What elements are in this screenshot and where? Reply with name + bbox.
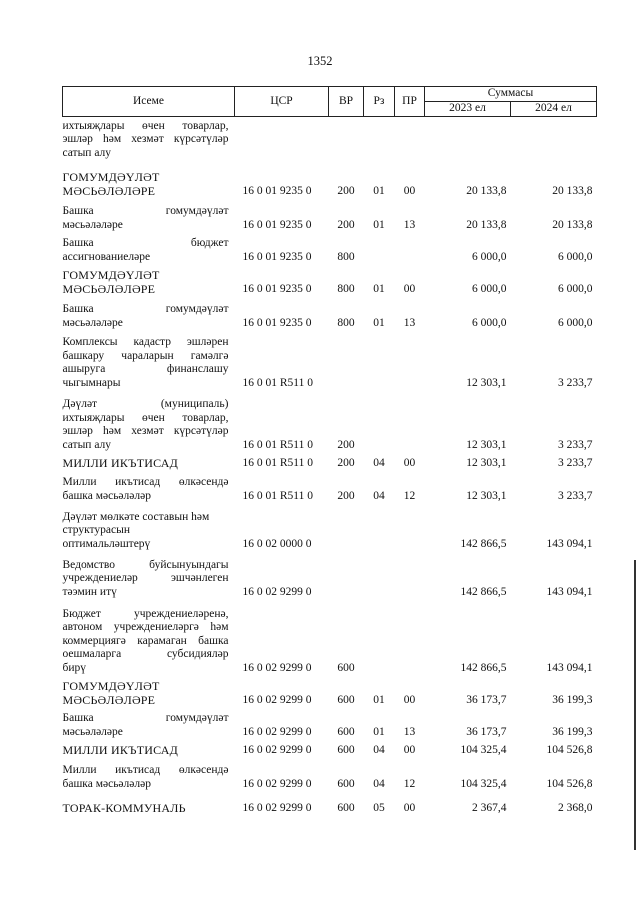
row-sum-2023: 142 866,5	[460, 585, 507, 598]
row-name	[63, 470, 235, 503]
row-name-line: Башка бюджет	[62, 237, 229, 249]
row-pr: 00	[403, 743, 416, 756]
header-sums: Суммасы	[425, 87, 597, 102]
row-sum-2024: 143 094,1	[546, 661, 593, 674]
row-name	[63, 551, 235, 599]
row-csr: 16 0 01 R511 0	[242, 376, 313, 389]
row-sum-2024: 3 233,7	[558, 438, 593, 451]
row-vr	[329, 503, 364, 551]
row-sum-2023: 12 303,1	[466, 376, 507, 389]
table-row	[63, 390, 597, 452]
table-row	[63, 791, 597, 815]
row-sum-2024: 20 133,8	[552, 218, 593, 231]
table-row	[63, 452, 597, 470]
row-name-line: башка мәсьәләләр	[62, 777, 151, 790]
row-vr: 200	[337, 218, 355, 231]
row-sum-2023: 20 133,8	[466, 184, 507, 197]
row-rz	[364, 551, 395, 599]
row-vr: 200	[337, 456, 355, 469]
table-row	[63, 757, 597, 791]
row-name	[63, 198, 235, 232]
row-csr: 16 0 01 9235 0	[242, 282, 312, 295]
row-sum-2023: 36 173,7	[466, 725, 507, 738]
row-vr: 800	[337, 316, 355, 329]
row-name-line: ихтыяҗлары өчен товарлар,	[62, 119, 229, 132]
row-csr: 16 0 02 9299 0	[242, 725, 312, 738]
row-pr: 00	[403, 184, 416, 197]
row-name	[63, 296, 235, 330]
row-pr	[395, 330, 425, 390]
row-name-line: структурасын	[62, 524, 131, 536]
row-sum-2024: 104 526,8	[546, 777, 593, 790]
row-sum-2024: 3 233,7	[558, 376, 593, 389]
header-vr: ВР	[329, 87, 364, 117]
row-sum-2024: 3 233,7	[558, 489, 593, 502]
table-row	[63, 116, 597, 160]
table-row	[63, 264, 597, 296]
row-name	[63, 599, 235, 675]
row-sum-2024: 6 000,0	[558, 316, 593, 329]
row-pr: 00	[403, 693, 416, 706]
row-name-line: сатып алу	[62, 146, 112, 159]
row-name-line: Ведомство буйсынуындагы	[62, 558, 229, 571]
row-name-line: Дәүләт мөлкәте составын һәм	[62, 510, 210, 523]
row-name	[63, 452, 235, 470]
row-rz: 01	[373, 184, 385, 197]
row-rz: 04	[373, 456, 385, 469]
header-year-2023: 2023 ел	[425, 102, 511, 117]
row-rz	[364, 116, 395, 160]
table-row	[63, 330, 597, 390]
row-pr: 13	[403, 218, 416, 231]
row-name-line: Башка гомумдәүләт	[62, 303, 229, 315]
row-name	[63, 791, 235, 815]
row-name	[63, 503, 235, 551]
row-sum-2023: 12 303,1	[466, 438, 507, 451]
row-pr	[395, 551, 425, 599]
row-name	[63, 390, 235, 452]
row-sum-2024: 6 000,0	[558, 282, 593, 295]
header-rz: Рз	[364, 87, 395, 117]
row-name-line: Комплексы кадастр эшләрен	[62, 336, 229, 348]
row-vr: 600	[337, 725, 355, 738]
row-rz	[364, 503, 395, 551]
row-sum-2024: 6 000,0	[558, 250, 593, 263]
row-name-line: ихтыяҗлары өчен товарлар,	[62, 411, 229, 424]
row-name-line: чыгымнары	[62, 376, 121, 389]
row-vr	[329, 551, 364, 599]
row-pr: 13	[403, 316, 416, 329]
row-sum-2024: 36 199,3	[552, 725, 593, 738]
row-sum-2023	[425, 116, 511, 160]
row-sum-2024: 143 094,1	[546, 537, 593, 550]
row-rz: 01	[373, 218, 385, 231]
row-rz: 01	[373, 725, 385, 738]
row-csr: 16 0 02 9299 0	[242, 661, 312, 674]
row-csr: 16 0 01 9235 0	[242, 316, 312, 329]
table-row	[63, 296, 597, 330]
row-name	[63, 330, 235, 390]
row-name-line: эшләр һәм хезмәт күрсәтүләр	[62, 133, 229, 145]
row-csr: 16 0 02 9299 0	[242, 743, 312, 756]
row-name-line: учреждениеләр эшчәнлеген	[62, 572, 229, 584]
row-csr: 16 0 02 9299 0	[242, 777, 312, 790]
row-sum-2023: 2 367,4	[472, 801, 507, 814]
row-name-line: МИЛЛИ ИКЪТИСАД	[62, 455, 178, 470]
row-name	[63, 232, 235, 264]
row-csr: 16 0 01 R511 0	[242, 489, 313, 502]
row-sum-2024	[511, 116, 597, 160]
row-pr	[395, 116, 425, 160]
row-sum-2023: 142 866,5	[460, 537, 507, 550]
row-sum-2023: 104 325,4	[460, 743, 507, 756]
header-pr: ПР	[395, 87, 425, 117]
row-vr: 600	[337, 693, 355, 706]
row-sum-2024: 104 526,8	[546, 743, 593, 756]
table-row	[63, 503, 597, 551]
row-name-line: МӘСЬӘЛӘЛӘРЕ	[62, 281, 156, 296]
row-sum-2023: 12 303,1	[466, 456, 507, 469]
row-name-line: МӘСЬӘЛӘЛӘРЕ	[62, 183, 156, 198]
row-name-line: Башка гомумдәүләт	[62, 205, 229, 217]
row-pr: 00	[403, 456, 416, 469]
row-name-line: ассигнованиеләре	[62, 250, 151, 263]
row-pr: 13	[403, 725, 416, 738]
row-pr: 12	[403, 489, 416, 502]
row-vr: 200	[337, 438, 355, 451]
row-pr	[395, 232, 425, 264]
row-vr: 200	[337, 489, 355, 502]
row-name-line: Милли икътисад өлкәсендә	[62, 764, 229, 776]
row-rz: 04	[373, 489, 385, 502]
header-year-2024: 2024 ел	[511, 102, 597, 117]
row-name-line: тәэмин итү	[62, 585, 117, 598]
table-row	[63, 707, 597, 739]
row-rz: 01	[373, 693, 385, 706]
row-name-line: оптимальләштерү	[62, 537, 151, 550]
table-row	[63, 675, 597, 707]
row-vr: 600	[337, 743, 355, 756]
row-vr	[329, 116, 364, 160]
row-name-line: башкару чараларын гамәлгә	[62, 349, 229, 362]
row-name-line: сатып алу	[62, 438, 112, 451]
row-rz	[364, 599, 395, 675]
row-csr: 16 0 01 9235 0	[242, 184, 312, 197]
table-body	[63, 116, 597, 815]
row-name-line: ГОМУМДӘҮЛӘТ	[62, 679, 160, 693]
row-name	[63, 264, 235, 296]
table-row	[63, 198, 597, 232]
row-csr: 16 0 02 9299 0	[242, 693, 312, 706]
row-vr: 600	[337, 801, 355, 814]
page-number: 1352	[307, 54, 333, 68]
row-sum-2023: 6 000,0	[472, 316, 507, 329]
row-vr: 800	[337, 282, 355, 295]
row-sum-2023: 104 325,4	[460, 777, 507, 790]
row-csr	[235, 116, 329, 160]
row-csr: 16 0 01 R511 0	[242, 438, 313, 451]
row-name-line: Дәүләт (муниципаль)	[62, 398, 229, 410]
row-pr	[395, 503, 425, 551]
row-name-line: мәсьәләләре	[62, 725, 123, 738]
row-name-line: коммерциягә карамаган башка	[62, 634, 229, 647]
row-sum-2023: 6 000,0	[472, 250, 507, 263]
row-vr: 600	[337, 777, 355, 790]
row-name	[63, 116, 235, 160]
row-sum-2024: 143 094,1	[546, 585, 593, 598]
row-name-line: мәсьәләләре	[62, 218, 123, 231]
row-csr: 16 0 01 9235 0	[242, 250, 312, 263]
header-name: Исеме	[63, 87, 235, 117]
row-rz: 01	[373, 316, 385, 329]
table-row	[63, 739, 597, 757]
table-row	[63, 232, 597, 264]
row-rz	[364, 232, 395, 264]
row-pr: 00	[403, 282, 416, 295]
row-name	[63, 757, 235, 791]
row-sum-2023: 20 133,8	[466, 218, 507, 231]
row-pr: 12	[403, 777, 416, 790]
row-sum-2024: 2 368,0	[558, 801, 593, 814]
row-name-line: эшләр һәм хезмәт күрсәтүләр	[62, 425, 229, 437]
row-vr: 200	[337, 184, 355, 197]
header-csr: ЦСР	[235, 87, 329, 117]
row-name-line: башка мәсьәләләр	[62, 489, 151, 502]
row-csr: 16 0 02 9299 0	[242, 801, 312, 814]
row-name	[63, 739, 235, 757]
row-pr	[395, 599, 425, 675]
row-sum-2023: 142 866,5	[460, 661, 507, 674]
row-name-line: ТОРАК-КОММУНАЛЬ	[62, 800, 186, 815]
row-sum-2024: 36 199,3	[552, 693, 593, 706]
table-header	[63, 87, 597, 117]
row-name-line: автоном учреждениеләргә һәм	[62, 621, 229, 633]
row-csr: 16 0 01 R511 0	[242, 456, 313, 469]
row-name	[63, 707, 235, 739]
row-vr	[329, 330, 364, 390]
row-name-line: мәсьәләләре	[62, 316, 123, 329]
row-name	[63, 160, 235, 198]
row-csr: 16 0 02 0000 0	[242, 537, 312, 550]
row-name-line: Милли икътисад өлкәсендә	[62, 476, 229, 488]
row-vr: 800	[337, 250, 355, 263]
table-row	[63, 551, 597, 599]
table-row	[63, 160, 597, 198]
row-name-line: ГОМУМДӘҮЛӘТ	[62, 170, 160, 184]
scan-edge-line	[634, 560, 636, 850]
row-name-line: ашыруга финанслашу	[62, 363, 229, 375]
row-rz: 01	[373, 282, 385, 295]
row-name-line: Бюджет учреждениеләренә,	[62, 607, 229, 620]
row-csr: 16 0 01 9235 0	[242, 218, 312, 231]
row-rz	[364, 390, 395, 452]
row-vr: 600	[337, 661, 355, 674]
row-sum-2023: 6 000,0	[472, 282, 507, 295]
row-pr: 00	[403, 801, 416, 814]
table-row	[63, 599, 597, 675]
row-name-line: ГОМУМДӘҮЛӘТ	[62, 268, 160, 282]
row-name-line: оешмаларга субсидияләр	[62, 648, 229, 660]
row-name	[63, 675, 235, 707]
row-rz	[364, 330, 395, 390]
row-pr	[395, 390, 425, 452]
row-name-line: МӘСЬӘЛӘЛӘРЕ	[62, 692, 156, 707]
row-csr: 16 0 02 9299 0	[242, 585, 312, 598]
row-rz: 04	[373, 743, 385, 756]
row-name-line: МИЛЛИ ИКЪТИСАД	[62, 742, 178, 757]
row-sum-2024: 20 133,8	[552, 184, 593, 197]
row-name-line: бирү	[62, 661, 87, 674]
row-name-line: Башка гомумдәүләт	[62, 712, 229, 724]
table-row	[63, 470, 597, 503]
row-rz: 05	[373, 801, 385, 814]
row-sum-2023: 36 173,7	[466, 693, 507, 706]
row-sum-2024: 3 233,7	[558, 456, 593, 469]
row-rz: 04	[373, 777, 385, 790]
budget-table	[62, 86, 597, 815]
row-sum-2023: 12 303,1	[466, 489, 507, 502]
